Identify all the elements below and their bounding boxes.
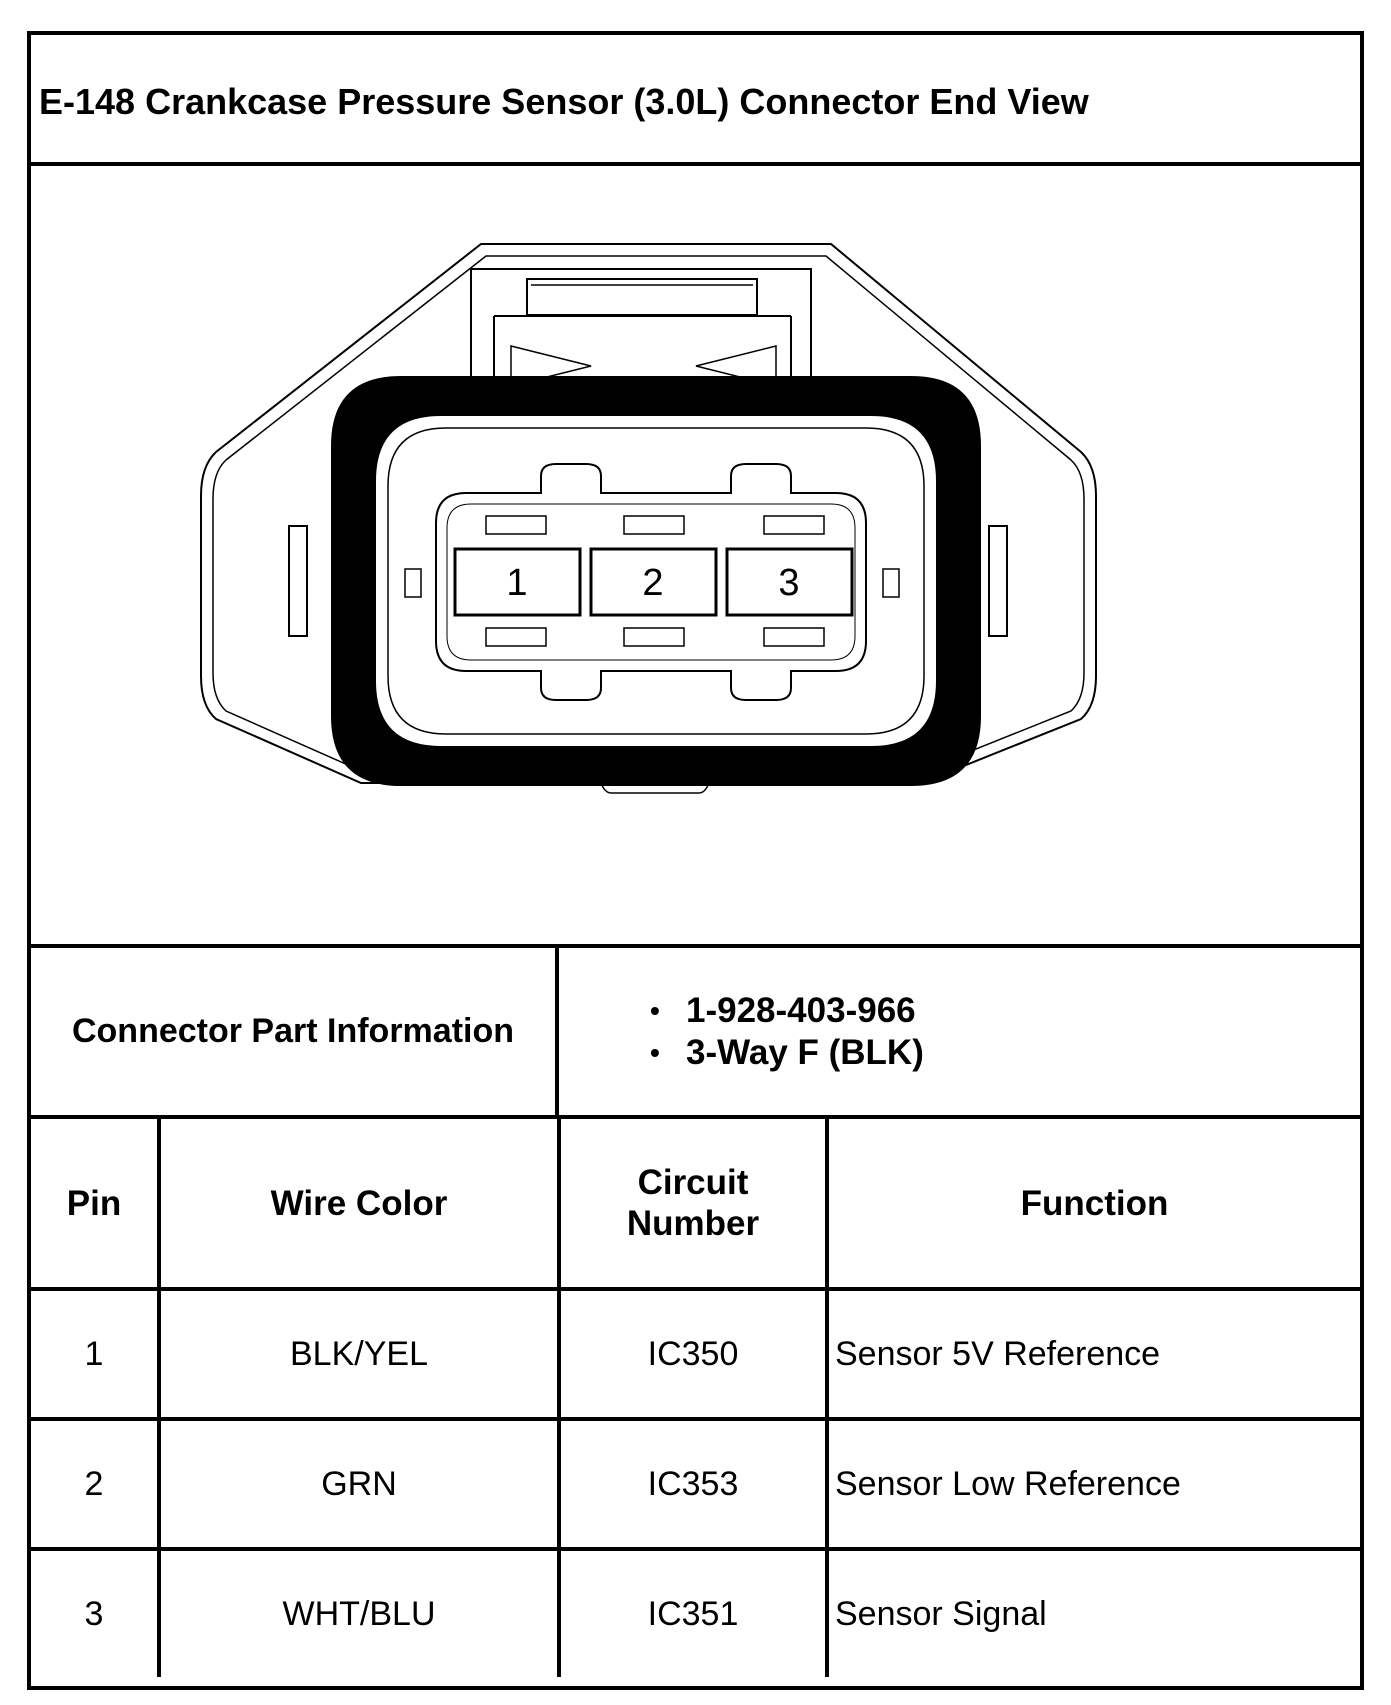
pin-cavity-3: [727, 549, 852, 615]
key-post-left: [405, 569, 421, 597]
cell-function: Sensor 5V Reference: [827, 1289, 1360, 1419]
page-title: E-148 Crankcase Pressure Sensor (3.0L) Connector End View: [39, 81, 1089, 122]
pin-cavity-2: [591, 549, 716, 615]
cell-circuit: IC351: [559, 1549, 827, 1677]
connector-description: 3-Way F (BLK): [686, 1033, 924, 1072]
pin-cavity-2-label: 2: [642, 562, 664, 604]
part-number: 1-928-403-966: [686, 991, 916, 1030]
part-info-list: [650, 990, 924, 1074]
title-bar: [31, 35, 1360, 166]
table-row: [31, 1419, 1360, 1549]
cell-function: Sensor Signal: [827, 1549, 1360, 1677]
key-post-right: [883, 569, 899, 597]
part-info-item: [650, 1032, 924, 1074]
side-rib-right: [989, 526, 1007, 636]
connector-end-view-diagram: [31, 166, 1360, 944]
cell-circuit: IC350: [559, 1289, 827, 1419]
bullet-icon: •: [650, 995, 660, 1026]
connector-drawing-panel: [31, 166, 1360, 948]
table-header-row: [31, 1119, 1360, 1289]
header-circuit-number: [559, 1119, 827, 1289]
pin-cavity-1-label: 1: [506, 562, 528, 604]
cell-wire-color: GRN: [159, 1419, 559, 1549]
part-info-item: [650, 990, 924, 1032]
connector-part-info-row: [31, 948, 1360, 1119]
pin-table: [31, 1119, 1360, 1677]
side-rib-left: [289, 526, 307, 636]
header-function: Function: [827, 1119, 1360, 1289]
cell-function: Sensor Low Reference: [827, 1419, 1360, 1549]
cell-circuit: IC353: [559, 1419, 827, 1549]
bullet-icon: •: [650, 1037, 660, 1068]
table-row: [31, 1289, 1360, 1419]
pin-cavity-1: [455, 549, 580, 615]
pin-cavity-3-label: 3: [778, 562, 800, 604]
part-info-label: Connector Part Information: [31, 948, 559, 1115]
cell-wire-color: BLK/YEL: [159, 1289, 559, 1419]
header-circuit-line1: Circuit: [637, 1163, 749, 1202]
cell-pin: 3: [31, 1549, 159, 1677]
header-wire-color: Wire Color: [159, 1119, 559, 1289]
cell-wire-color: WHT/BLU: [159, 1549, 559, 1677]
header-circuit-line2: Number: [626, 1204, 760, 1243]
header-pin: Pin: [31, 1119, 159, 1289]
cell-pin: 2: [31, 1419, 159, 1549]
table-row: [31, 1549, 1360, 1677]
connector-sheet: [27, 31, 1364, 1690]
cell-pin: 1: [31, 1289, 159, 1419]
